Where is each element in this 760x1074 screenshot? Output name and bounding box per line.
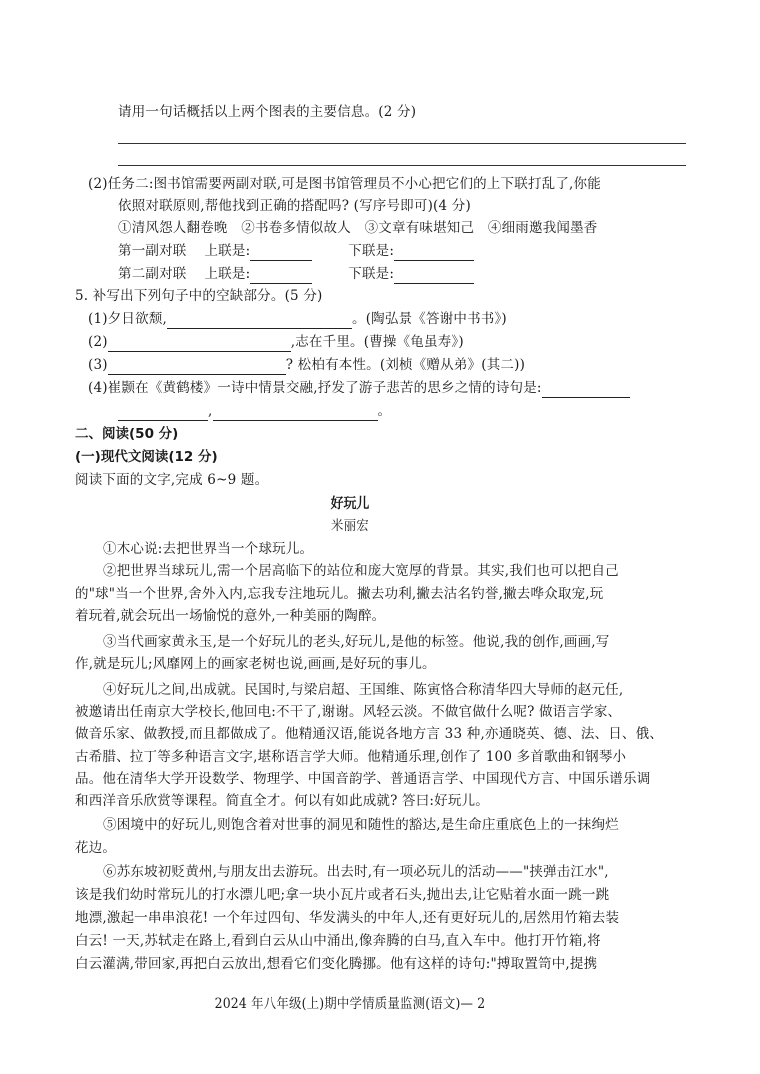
para-line: ⑥苏东坡初贬黄州,与朋友出去游玩。出去时,有一项必玩儿的活动——"挟弹击江水",: [103, 864, 609, 880]
pair1-lower-blank[interactable]: [394, 245, 474, 261]
q5-item-4-cont: [118, 401, 391, 421]
couplet-pair-2: [118, 264, 474, 284]
q5-item3-prefix: (3): [88, 357, 108, 373]
q5-heading: 5. 补写出下列句子中的空缺部分。(5 分): [75, 288, 323, 304]
para-line: 做音乐家、做教授,而且都做成了。他精通汉语,能说各地方言 33 种,亦通晓英、德、法、日、俄、: [75, 726, 664, 742]
q5-item3-suffix: ? 松柏有本性。(刘桢《赠从弟》(其二)): [285, 357, 526, 373]
q5-item-1: [88, 309, 507, 329]
pair2-upper-blank[interactable]: [250, 268, 312, 284]
q5-item2-suffix: ,志在千里。(曹操《龟虽寿》): [290, 334, 464, 350]
para-line: 古希腊、拉丁等多种语言文字,堪称语言学大师。他精通乐理,创作了 100 多首歌曲和钢琴小: [75, 749, 627, 765]
reading-instruction: 阅读下面的文字,完成 6~9 题。: [75, 472, 269, 488]
q5-item-2: [88, 332, 464, 352]
article-title: 好玩儿: [330, 496, 370, 512]
para-line: 被邀请出任南京大学校长,他回电:不干了,谢谢。风轻云淡。不做官做什么呢? 做语言学家、: [75, 704, 622, 720]
q5-item-3: [88, 355, 525, 375]
pair1-label: 第一副对联: [118, 243, 187, 259]
para-line: ⑤困境中的好玩儿,则饱含着对世事的洞见和随性的豁达,是生命庄重底色上的一抹绚烂: [103, 817, 619, 833]
para-line: 和西洋音乐欣赏等课程。简直全才。何以有如此成就? 答曰:好玩儿。: [75, 793, 489, 809]
para-line: 地漂,激起一串串浪花! 一个年过四旬、华发满头的中年人,还有更好玩儿的,居然用竹箱去装: [75, 910, 620, 926]
task2-line-1: (2)任务二:图书馆需要两副对联,可是图书馆管理员不小心把它们的上下联打乱了,你能: [88, 176, 601, 192]
para-line: 着玩着,就会玩出一场愉悦的意外,一种美丽的陶醉。: [75, 608, 386, 624]
q5-item2-prefix: (2): [88, 334, 108, 350]
q5-item4-text: (4)崔颢在《黄鹤楼》一诗中情景交融,抒发了游子悲苦的思乡之情的诗句是:: [88, 380, 542, 396]
task2-line-2: 依照对联原则,帮他找到正确的搭配吗? (写序号即可)(4 分): [118, 198, 471, 214]
q5-item4-blank-b[interactable]: [118, 405, 208, 421]
q5-item4-blank-c[interactable]: [213, 405, 378, 421]
para-line: ③当代画家黄永玉,是一个好玩儿的老头,好玩儿,是他的标签。他说,我的创作,画画,写: [103, 634, 610, 650]
pair1-upper-label: 上联是:: [204, 243, 251, 259]
para-line: 白云! 一天,苏轼走在路上,看到白云从山中涌出,像奔腾的白马,直入车中。他打开竹箱,将: [75, 933, 601, 949]
para-line: 作,就是玩儿;风靡网上的画家老树也说,画画,是好玩的事儿。: [75, 656, 436, 672]
pair2-label: 第二副对联: [118, 266, 187, 282]
couplet-options: ①清风怨人翻卷晚 ②书卷多情似故人 ③文章有味堪知己 ④细雨邀我闻墨香: [118, 220, 598, 236]
pair1-upper-blank[interactable]: [250, 245, 312, 261]
pair1-lower-label: 下联是:: [348, 243, 395, 259]
para-line: 白云灌满,带回家,再把白云放出,想看它们变化腾挪。他有这样的诗句:"搏取置笥中,提携: [75, 956, 598, 972]
q5-item4-blank-a[interactable]: [542, 382, 630, 398]
subsection-heading: (一)现代文阅读(12 分): [75, 449, 218, 465]
pair2-lower-blank[interactable]: [394, 268, 474, 284]
summary-prompt: 请用一句话概括以上两个图表的主要信息。(2 分): [118, 104, 417, 120]
q5-item3-blank[interactable]: [108, 359, 286, 375]
q5-item4-comma: ,: [208, 403, 213, 419]
para-line: ④好玩儿之间,出成就。民国时,与梁启超、王国维、陈寅恪合称清华四大导师的赵元任,: [103, 682, 624, 698]
para-line: 的"球"当一个世界,舍外入内,忘我专注地玩儿。撇去功利,撇去沽名钓誉,撇去哗众取宠,玩: [75, 586, 604, 602]
pair2-upper-label: 上联是:: [204, 266, 251, 282]
answer-line-1[interactable]: [118, 143, 686, 144]
couplet-pair-1: [118, 241, 474, 261]
para-line: ②把世界当球玩儿,需一个居高临下的站位和庞大宽厚的背景。其实,我们也可以把自己: [103, 563, 619, 579]
q5-item-4: [88, 378, 630, 398]
article-author: 米丽宏: [331, 518, 369, 534]
section-heading: 二、阅读(50 分): [75, 426, 179, 442]
answer-line-2[interactable]: [118, 165, 686, 166]
pair2-lower-label: 下联是:: [348, 266, 395, 282]
q5-item1-blank[interactable]: [167, 313, 352, 329]
q5-item1-suffix: 。(陶弘景《答谢中书书》): [352, 311, 507, 327]
para-line: ①木心说:去把世界当一个球玩儿。: [103, 541, 314, 557]
q5-item4-end: 。: [377, 403, 392, 419]
q5-item2-blank[interactable]: [108, 336, 291, 352]
para-line: 花边。: [75, 840, 117, 856]
q5-item1-prefix: (1)夕日欲颓,: [88, 311, 168, 327]
page-footer: 2024 年八年级(上)期中学情质量监测(语文)— 2: [214, 996, 486, 1012]
para-line: 品。他在清华大学开设数学、物理学、中国音韵学、普通语言学、中国现代方言、中国乐谱乐调: [75, 771, 651, 787]
para-line: 该是我们幼时常玩儿的打水漂儿吧;拿一块小瓦片或者石头,抛出去,让它贴着水面一跳一跳: [75, 887, 610, 903]
